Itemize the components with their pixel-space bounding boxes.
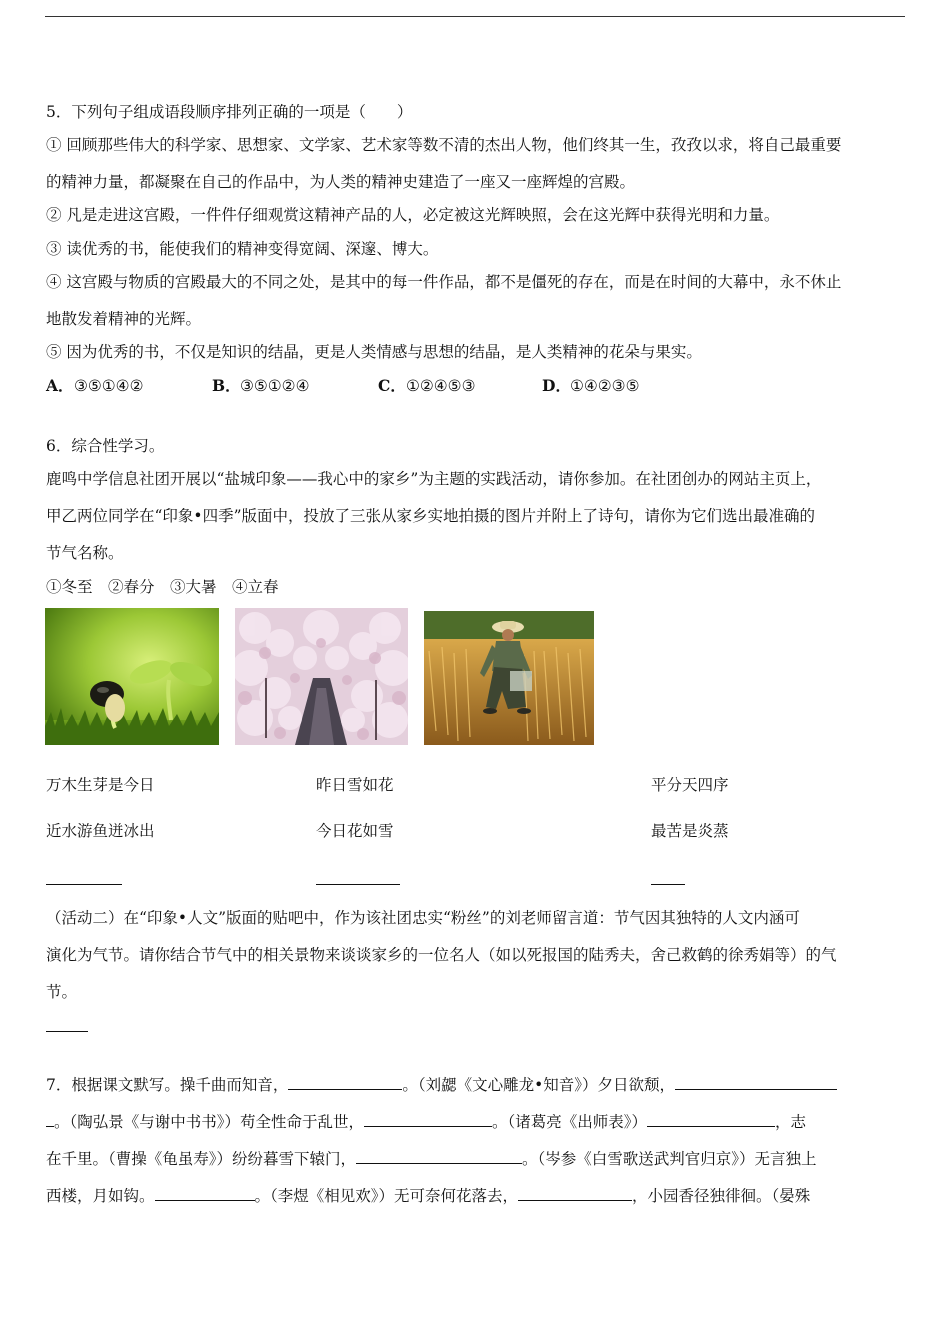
poem-3-line-1: 平分天四序	[651, 776, 729, 794]
q5-sentence-4: ④ 这宫殿与物质的宫殿最大的不同之处，是其中的每一件作品，都不是僵死的存在，而是在时间的大幕中，永不休止	[46, 273, 842, 291]
q6-choices: ①冬至 ②春分 ③大暑 ④立春	[46, 578, 279, 596]
q5-sentence-5: ⑤ 因为优秀的书，不仅是知识的结晶，更是人类情感与思想的结晶，是人类精神的花朵与果实。	[46, 343, 702, 361]
q7-blank-6[interactable]	[155, 1186, 255, 1201]
poem-1-line-1: 万木生芽是今日	[46, 776, 155, 794]
photo-sprout	[45, 608, 219, 745]
q7-line-4-c: ，小园香径独徘徊。（晏殊	[632, 1187, 811, 1205]
activity-2-line-2: 演化为气节。请你结合节气中的相关景物来谈谈家乡的一位名人（如以死报国的陆秀夫，舍己救鹤的徐秀娟等）的气	[46, 946, 837, 964]
q5-sentence-3: ③ 读优秀的书，能使我们的精神变得宽阔、深邃、博大。	[46, 240, 439, 258]
poem-1-line-2: 近水游鱼迸冰出	[46, 822, 155, 840]
q5-sentence-1: ① 回顾那些伟大的科学家、思想家、文学家、艺术家等数不清的杰出人物，他们终其一生，孜孜以求，将自己最重要	[46, 136, 842, 154]
q7-blank-2[interactable]	[675, 1075, 837, 1090]
q7-line-1	[46, 1075, 837, 1095]
q5-stem: 5．下列句子组成语段顺序排列正确的一项是（ ）	[46, 103, 413, 121]
q7-line-3-a: 在千里。（曹操《龟虽寿》）纷纷暮雪下辕门，	[46, 1150, 357, 1168]
q7-line-1-a: 7．根据课文默写。操千曲而知音，	[46, 1076, 289, 1094]
option-a-key: A．	[46, 376, 74, 395]
blossom-illustration	[235, 608, 408, 745]
q7-line-2	[46, 1112, 806, 1132]
answer-blank-3[interactable]	[651, 884, 685, 885]
q7-blank-5[interactable]	[356, 1149, 522, 1164]
option-d-text: ①④②③⑤	[570, 377, 640, 395]
q7-line-2-a: 。（陶弘景《与谢中书书》）苟全性命于乱世，	[54, 1113, 365, 1131]
answer-blank-activity-2[interactable]	[46, 1031, 88, 1032]
q7-line-4-b: 。（李煜《相见欢》）无可奈何花落去，	[254, 1187, 519, 1205]
option-d-key: D．	[542, 376, 571, 395]
option-b-text: ③⑤①②④	[240, 377, 310, 395]
q6-stem: 6．综合性学习。	[46, 437, 165, 455]
option-b-key: B．	[212, 376, 241, 395]
q7-blank-3[interactable]	[364, 1112, 492, 1127]
option-c-key: C．	[378, 376, 406, 395]
option-a-text: ③⑤①④②	[74, 377, 144, 395]
q6-para-2: 甲乙两位同学在“印象•四季”版面中，投放了三张从家乡实地拍摄的图片并附上了诗句，请你为它们选出最准确的	[46, 507, 815, 525]
answer-blank-1[interactable]	[46, 884, 122, 885]
poem-2-line-1: 昨日雪如花	[316, 776, 394, 794]
q7-line-2-b: 。（诸葛亮《出师表》）	[492, 1113, 648, 1131]
q7-blank-7[interactable]	[518, 1186, 632, 1201]
q5-sentence-4-cont: 地散发着精神的光辉。	[46, 310, 202, 328]
photo-harvest	[424, 611, 594, 745]
q6-para-1: 鹿鸣中学信息社团开展以“盐城印象——我心中的家乡”为主题的实践活动，请你参加。在社团创办的网站主页上，	[46, 470, 822, 488]
option-c-text: ①②④⑤③	[406, 377, 476, 395]
header-rule	[45, 16, 905, 17]
q7-line-3	[46, 1149, 817, 1169]
q7-line-2-c: ，志	[775, 1113, 807, 1131]
q7-line-3-b: 。（岑参《白雪歌送武判官归京》）无言独上	[522, 1150, 817, 1168]
q7-line-4	[46, 1186, 810, 1206]
q5-sentence-1-cont: 的精神力量，都凝聚在自己的作品中，为人类的精神史建造了一座又一座辉煌的宫殿。	[46, 173, 636, 191]
q5-sentence-2: ② 凡是走进这宫殿，一件件仔细观赏这精神产品的人，必定被这光辉映照，会在这光辉中获得光明和力量。	[46, 206, 780, 224]
sprout-illustration	[45, 608, 219, 745]
photo-blossoms	[235, 608, 408, 745]
activity-2-line-3: 节。	[46, 983, 78, 1001]
q7-line-1-b: 。（刘勰《文心雕龙•知音》）夕日欲颓，	[402, 1076, 676, 1094]
q7-blank-4[interactable]	[647, 1112, 775, 1127]
q7-blank-2-cont[interactable]	[46, 1112, 54, 1127]
poem-2-line-2: 今日花如雪	[316, 822, 394, 840]
q7-line-4-a: 西楼，月如钩。	[46, 1187, 155, 1205]
q6-para-3: 节气名称。	[46, 544, 124, 562]
activity-2-line-1: （活动二）在“印象•人文”版面的贴吧中，作为该社团忠实“粉丝”的刘老师留言道：节气因其独特的人文内涵可	[46, 909, 800, 927]
harvest-illustration	[424, 611, 594, 745]
q7-blank-1[interactable]	[288, 1075, 402, 1090]
answer-blank-2[interactable]	[316, 884, 400, 885]
poem-3-line-2: 最苦是炎蒸	[651, 822, 729, 840]
